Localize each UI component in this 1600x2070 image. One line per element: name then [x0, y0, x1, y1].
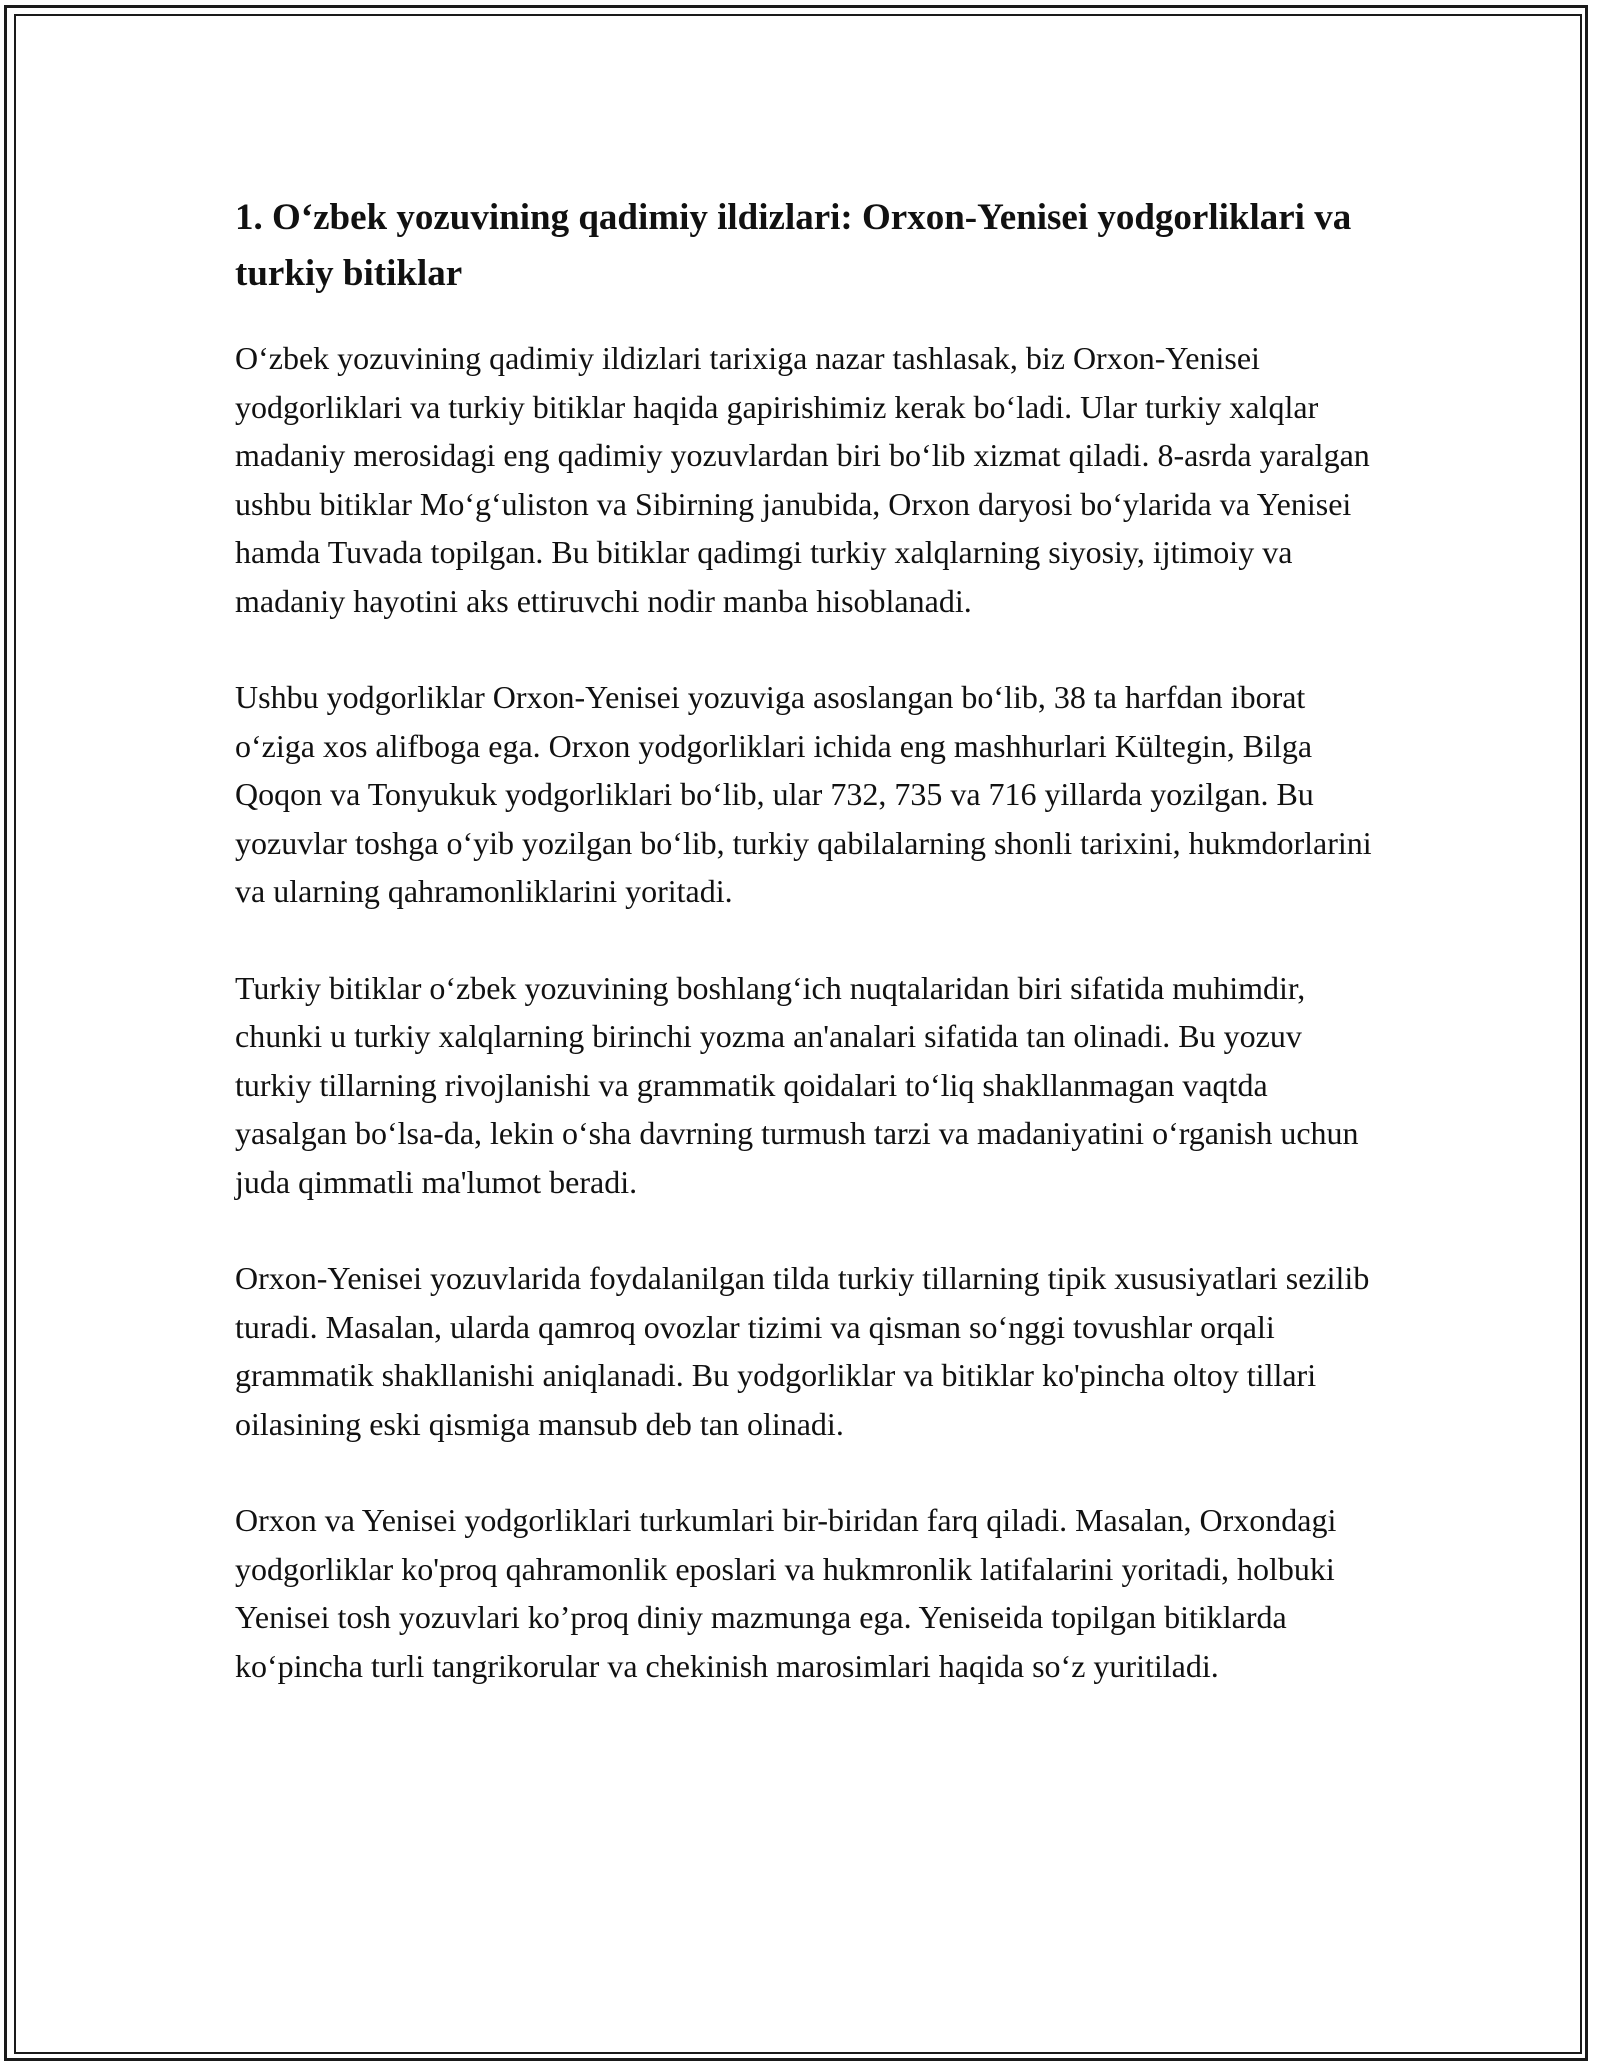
section-heading: 1. O‘zbek yozuvining qadimiy ildizlari: Orxon-Yenisei yodgorliklari va turkiy bitiklar [235, 197, 1352, 294]
document-body [235, 190, 1375, 1738]
paragraph-5: Orxon va Yenisei yodgorliklari turkumlari bir-biridan farq qiladi. Masalan, Orxondagi yodgorliklar ko'proq qahramonlik eposlari va hukmronlik latifalarini yoritadi, holbuki Yenisei tosh yozuvlari ko’proq diniy mazmunga ega. Yeniseida topilgan bitiklarda ko‘pincha turli tangrikorular va chekinish marosimlari haqida so‘z yuritiladi. [235, 1502, 1337, 1684]
paragraph-1: O‘zbek yozuvining qadimiy ildizlari tarixiga nazar tashlasak, biz Orxon-Yenisei yodgorliklari va turkiy bitiklar haqida gapirishimiz kerak bo‘ladi. Ular turkiy xalqlar madaniy merosidagi eng qadimiy yozuvlardan biri bo‘lib xizmat qiladi. 8-asrda yaralgan ushbu bitiklar Mo‘g‘uliston va Sibirning janubida, Orxon daryosi bo‘ylarida va Yenisei hamda Tuvada topilgan. Bu bitiklar qadimgi turkiy xalqlarning siyosiy, ijtimoiy va madaniy hayotini aks ettiruvchi nodir manba hisoblanadi. [235, 340, 1370, 619]
paragraph-4: Orxon-Yenisei yozuvlarida foydalanilgan tilda turkiy tillarning tipik xususiyatlari sezilib turadi. Masalan, ularda qamroq ovozlar tizimi va qisman so‘nggi tovushlar orqali grammatik shakllanishi aniqlanadi. Bu yodgorliklar va bitiklar ko'pincha oltoy tillari oilasining eski qismiga mansub deb tan olinadi. [235, 1260, 1370, 1442]
paragraph-2: Ushbu yodgorliklar Orxon-Yenisei yozuviga asoslangan bo‘lib, 38 ta harfdan iborat o‘ziga xos alifboga ega. Orxon yodgorliklari ichida eng mashhurlari Kültegin, Bilga Qoqon va Tonyukuk yodgorliklari bo‘lib, ular 732, 735 va 716 yillarda yozilgan. Bu yozuvlar toshga o‘yib yozilgan bo‘lib, turkiy qabilalarning shonli tarixini, hukmdorlarini va ularning qahramonliklarini yoritadi. [235, 679, 1372, 909]
paragraph-3: Turkiy bitiklar o‘zbek yozuvining boshlang‘ich nuqtalaridan biri sifatida muhimdir, chunki u turkiy xalqlarning birinchi yozma an'analari sifatida tan olinadi. Bu yozuv turkiy tillarning rivojlanishi va grammatik qoidalari to‘liq shakllanmagan vaqtda yasalgan bo‘lsa-da, lekin o‘sha davrning turmush tarzi va madaniyatini o‘rganish uchun juda qimmatli ma'lumot beradi. [235, 969, 1359, 1200]
